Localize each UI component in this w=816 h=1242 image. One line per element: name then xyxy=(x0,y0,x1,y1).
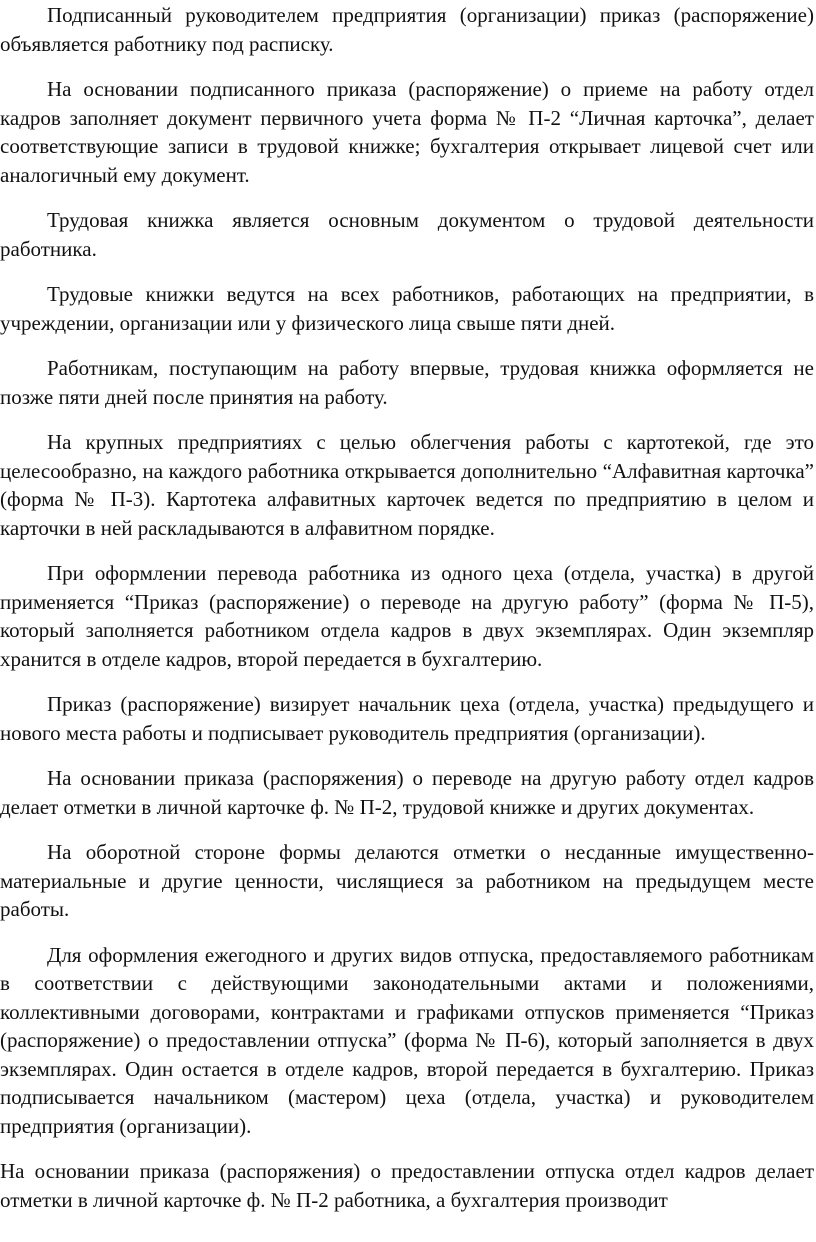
paragraph-first-employment: Работникам, поступающим на работу впервые, трудовая книжка оформляется не позже пяти дней после принятия на работу. xyxy=(0,356,814,409)
paragraph-workbook-scope: Трудовые книжки ведутся на всех работников, работающих на предприятии, в учреждении, организации или у физического лица свыше пяти дней. xyxy=(0,282,814,335)
paragraph-hiring-records: На основании подписанного приказа (распоряжение) о приеме на работу отдел кадров заполняет документ первичного учета форма № П-2 “Личная карточка”, делает соответствующие записи в трудовой книжке; бухгалтерия открывает лицевой счет или аналогичный ему документ. xyxy=(0,77,814,187)
paragraph-alphabetical-card: На крупных предприятиях с целью облегчения работы с картотекой, где это целесообразно, на каждого работника открывается дополнительно “Алфавитная карточка” (форма № П-3). Картотека алфавитных карточек ведется по предприятию в целом и карточки в ней раскладываются в алфавитном порядке. xyxy=(0,430,814,540)
paragraph-signed-order: Подписанный руководителем предприятия (организации) приказ (распоряжение) объявляется работнику под расписку. xyxy=(0,3,814,56)
paragraph-vacation-order: Для оформления ежегодного и других видов отпуска, предоставляемого работникам в соответствии с действующими законодательными актами и положениями, коллективными договорами, контрактами и графиками отпусков применяется “Приказ (распоряжение) о предоставлении отпуска” (форма № П-6), который заполняется в двух экземплярах. Один остается в отделе кадров, второй передается в бухгалтерию. Приказ подписывается начальником (мастером) цеха (отдела, участка) и руководителем предприятия (организации). xyxy=(0,942,814,1138)
paragraph-order-approval: Приказ (распоряжение) визирует начальник цеха (отдела, участка) предыдущего и нового места работы и подписывает руководитель предприятия (организации). xyxy=(0,692,814,745)
paragraph-reverse-side: На оборотной стороне формы делаются отметки о несданные имущественно-материальные и другие ценности, числящиеся за работником на предыдущем месте работы. xyxy=(0,840,814,921)
paragraph-transfer-order: При оформлении перевода работника из одного цеха (отдела, участка) в другой применяется “Приказ (распоряжение) о переводе на другую работу” (форма № П-5), который заполняется работником отдела кадров в двух экземплярах. Один экземпляр хранится в отделе кадров, второй передается в бухгалтерию. xyxy=(0,561,814,671)
paragraph-transfer-notes: На основании приказа (распоряжения) о переводе на другую работу отдел кадров делает отметки в личной карточке ф. № П-2, трудовой книжке и других документах. xyxy=(0,766,814,819)
paragraph-workbook-definition: Трудовая книжка является основным документом о трудовой деятельности работника. xyxy=(0,208,814,261)
paragraph-vacation-records: На основании приказа (распоряжения) о предоставлении отпуска отдел кадров делает отметки в личной карточке ф. № П-2 работника, а бухгалтерия производит xyxy=(0,1159,814,1212)
